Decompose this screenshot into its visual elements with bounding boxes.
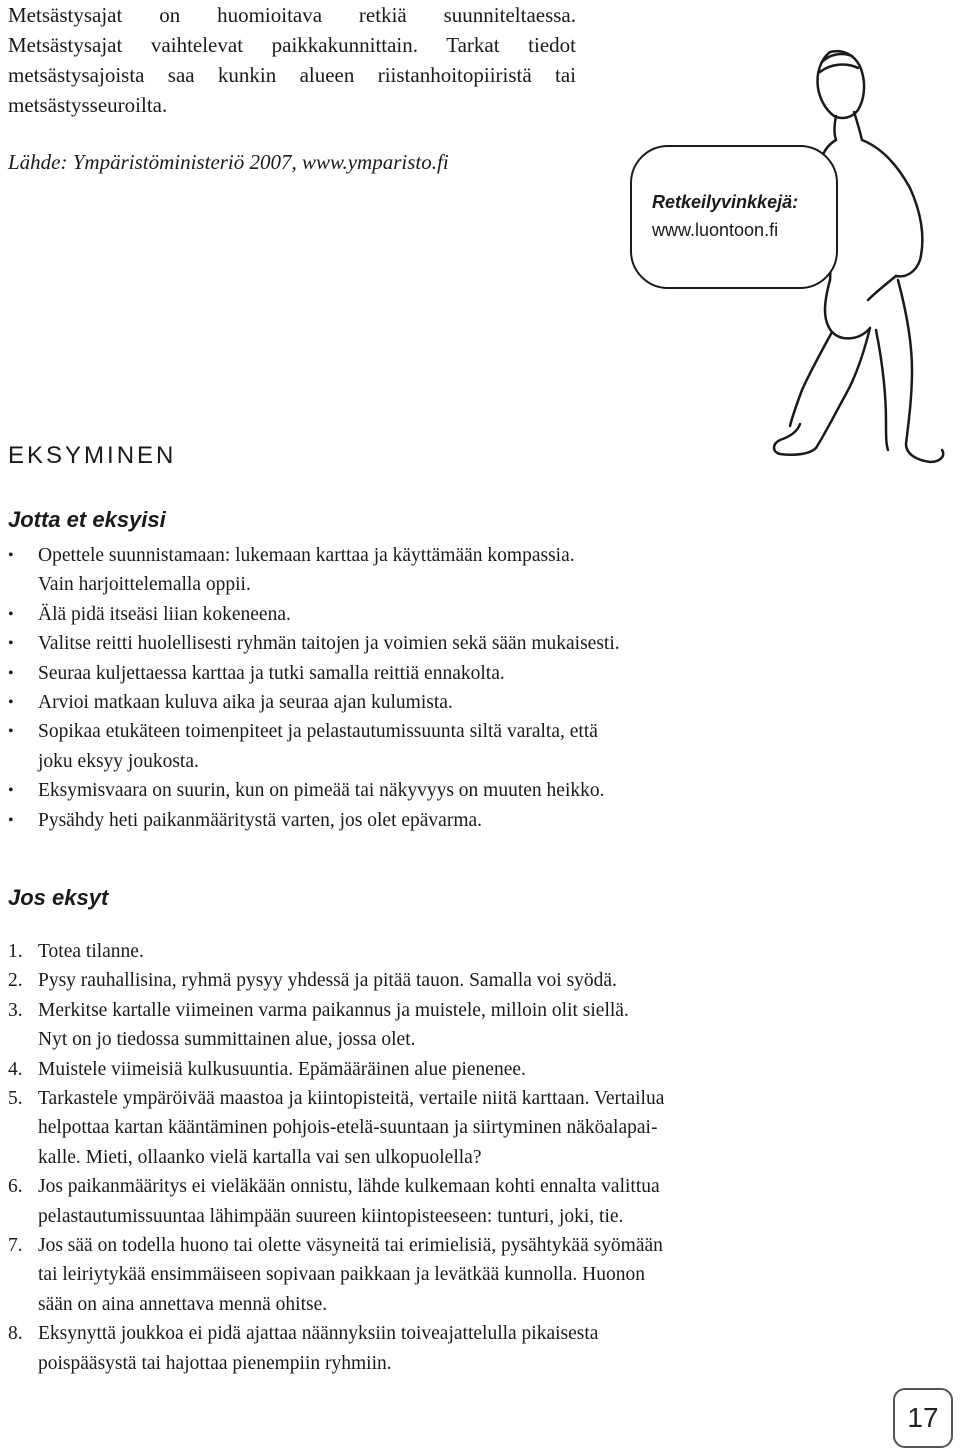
intro-line: Metsästysajat on huomioitava retkiä suunniteltaessa. — [8, 3, 576, 27]
list-item: • Älä pidä itseäsi liian kokeneena. — [8, 600, 620, 629]
step-item: 6. Jos paikanmääritys ei vieläkään onnistu, lähde kulkemaan kohti ennalta valittua pelastautumissuuntaa lähimpään suureen kiintopisteeseen: tunturi, joki, tie. — [8, 1176, 660, 1227]
intro-paragraph — [8, 0, 576, 120]
lost-steps — [8, 937, 808, 1378]
bullet-icon: • — [8, 723, 14, 741]
bullet-icon: • — [8, 635, 14, 653]
bullet-icon: • — [8, 694, 14, 712]
list-item: • Sopikaa etukäteen toimenpiteet ja pelastautumissuunta siltä varalta, että — [8, 717, 620, 746]
prevent-list — [8, 541, 620, 835]
step-item: 7. Jos sää on todella huono tai olette väsyneitä tai erimielisiä, pysähtykää syömään tai leiriytykää ensimmäiseen sopivaan paikkaan ja levätkää kunnolla. Huonon sään on aina annettava mennä ohitse. — [8, 1235, 663, 1315]
step-item: 1. Totea tilanne. — [8, 941, 144, 962]
step-item: 8. Eksynyttä joukkoa ei pidä ajattaa näännyksiin toiveajattelulla pikaisesta poispääsystä tai hajottaa pienempiin ryhmiin. — [8, 1323, 599, 1374]
bullet-icon: • — [8, 547, 14, 564]
intro-line: metsästysseuroilta. — [8, 93, 168, 117]
list-item: • Eksymisvaara on suurin, kun on pimeää tai näkyvyys on muuten heikko. — [8, 776, 620, 805]
step-item: 4. Muistele viimeisiä kulkusuuntia. Epämääräinen alue pienenee. — [8, 1058, 526, 1080]
list-item: • Valitse reitti huolellisesti ryhmän taitojen ja voimien sekä sään mukaisesti. — [8, 629, 620, 658]
step-item: 3. Merkitse kartalle viimeinen varma paikannus ja muistele, milloin olit siellä. Nyt on jo tiedossa summittainen alue, jossa olet. — [8, 999, 629, 1051]
list-item: • Seuraa kuljettaessa karttaa ja tutki samalla reittiä ennakolta. — [8, 659, 620, 688]
bullet-icon: • — [8, 664, 14, 682]
page-number: 17 — [893, 1388, 953, 1448]
step-item: 5. Tarkastele ympäröivää maastoa ja kiintopisteitä, vertaile niitä karttaan. Vertailua helpottaa kartan kääntäminen pohjois-etelä-suuntaan ja siirtyminen näköalapai- kalle. Mieti, ollaanko vielä kartalla vai sen ulkopuolella? — [8, 1088, 665, 1168]
list-item: • Arvioi matkaan kuluva aika ja seuraa ajan kulumista. — [8, 688, 620, 717]
lost-subheading: Jos eksyt — [8, 885, 109, 910]
bullet-icon: • — [8, 811, 14, 829]
list-item: Vain harjoittelemalla oppii. — [38, 574, 251, 596]
list-item: joku eksyy joukosta. — [38, 750, 199, 772]
intro-line: Metsästysajat vaihtelevat paikkakunnittain. Tarkat tiedot — [8, 33, 576, 57]
source-citation: Lähde: Ympäristöministeriö 2007, www.ymparisto.fi — [8, 150, 449, 174]
list-item: • Opettele suunnistamaan: lukemaan karttaa ja käyttämään kompassia. — [8, 541, 620, 570]
bullet-icon: • — [8, 605, 14, 623]
intro-line: metsästysajoista saa kunkin alueen riistanhoitopiiristä tai — [8, 63, 576, 87]
bullet-icon: • — [8, 782, 14, 800]
tips-title: Retkeilyvinkkejä: — [652, 192, 799, 212]
list-item: • Pysähdy heti paikanmääritystä varten, jos olet epävarma. — [8, 806, 620, 835]
tips-link[interactable]: www.luontoon.fi — [652, 220, 779, 240]
section-heading: EKSYMINEN — [8, 442, 177, 469]
step-item: 2. Pysy rauhallisina, ryhmä pysyy yhdessä ja pitää tauon. Samalla voi syödä. — [8, 970, 617, 992]
tips-bubble — [630, 145, 838, 289]
prevent-subheading: Jotta et eksyisi — [8, 507, 166, 532]
